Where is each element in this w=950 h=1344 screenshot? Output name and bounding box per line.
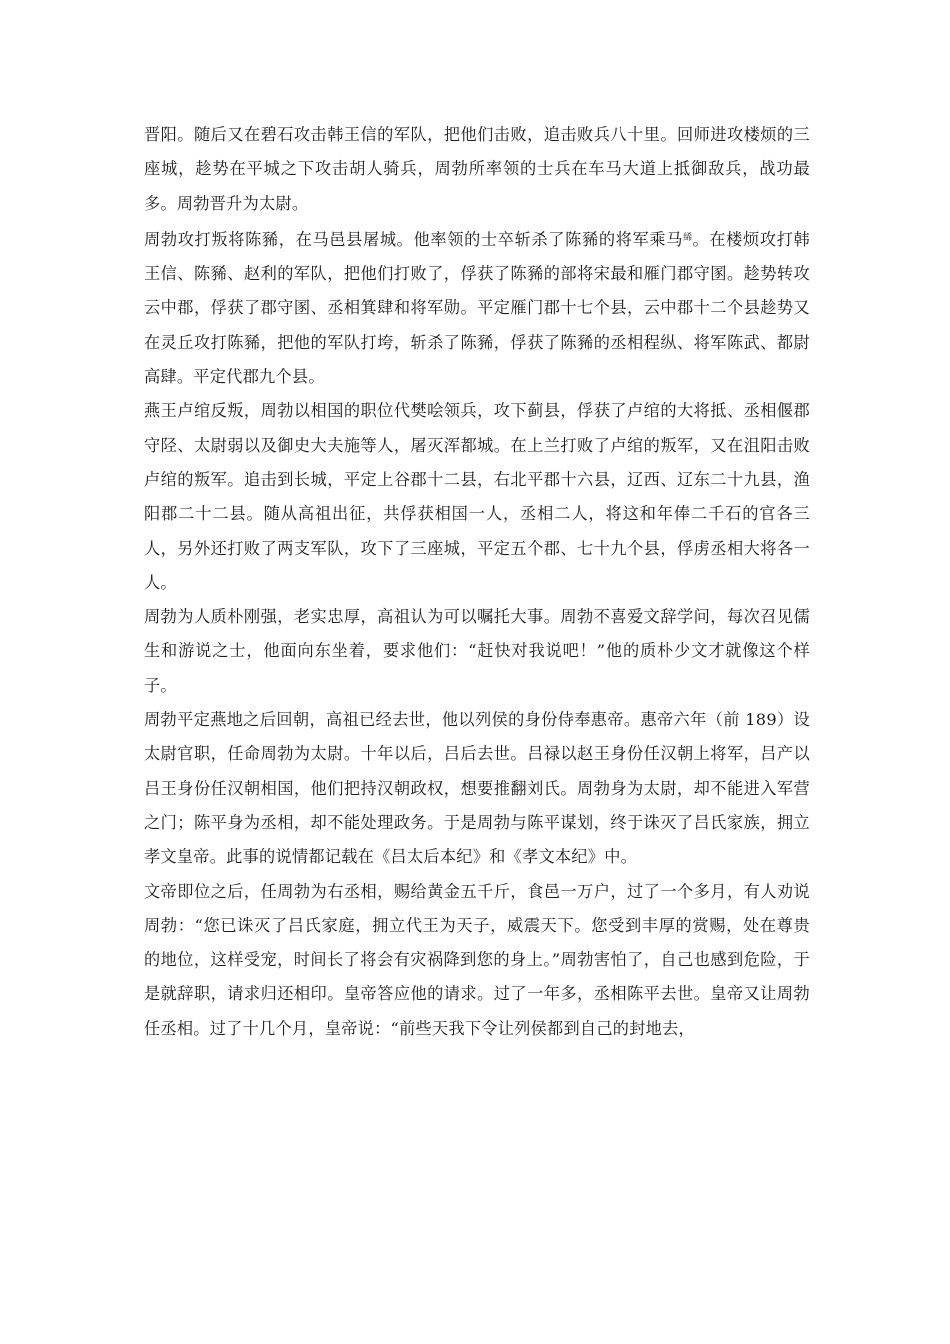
paragraph-text: 燕王卢绾反叛，周勃以相国的职位代樊哙领兵，攻下蓟县，俘获了卢绾的大将抵、丞相偃郡守陉、太尉弱以及御史大夫施等人，屠灭浑都城。在上兰打败了卢绾的叛军，又在沮阳击败卢绾的叛军。追击到长城，平定上谷郡十二县，右北平郡十六县，辽西、辽东二十九县，渔阳郡二十二县。随从高祖出征，共俘获相国一人，丞相二人，将这和年俸二千石的官各三人，另外还打败了两支军队，攻下了三座城，平定五个郡、七十九个县，俘虏丞相大将各一人。 [144,401,810,592]
paragraph-1 [144,118,810,221]
paragraph-text: 。在楼烦攻打韩王信、陈豨、赵利的军队，把他们打败了，俘获了陈豨的部将宋最和雁门郡守圂。趁势转攻云中郡，俘获了郡守圂、丞相箕肆和将军勋。平定雁门郡十七个县，云中郡十二个县趁势又在灵丘攻打陈豨，把他的军队打垮，斩杀了陈豨，俘获了陈豨的丞相程纵、将军陈武、都尉高肆。平定代郡九个县。 [144,229,810,387]
document-page [144,118,810,1046]
paragraph-text: 文帝即位之后，任周勃为右丞相，赐给黄金五千斤，食邑一万户，过了一个多月，有人劝说周勃：“您已诛灭了吕氏家庭，拥立代王为天子，威震天下。您受到丰厚的赏赐，处在尊贵的地位，这样受宠，时间长了将会有灾祸降到您的身上。”周勃害怕了，自己也感到危险，于是就辞职，请求归还相印。皇帝答应他的请求。过了一年多，丞相陈平去世。皇帝又让周勃任丞相。过了十几个月，皇帝说：“前些天我下令让列侯都到自己的封地去， [144,881,810,1038]
paragraph-3 [144,394,810,600]
paragraph-text: 周勃为人质朴刚强，老实忠厚，高祖认为可以嘱托大事。周勃不喜爱文辞学问，每次召见儒生和游说之士，他面向东坐着，要求他们：“赶快对我说吧！”他的质朴少文才就像这个样子。 [144,607,810,695]
rare-character: 絺 [683,232,693,243]
paragraph-text: 周勃攻打叛将陈豨，在马邑县屠城。他率领的士卒斩杀了陈豨的将军乘马 [144,229,684,249]
paragraph-2 [144,221,810,394]
paragraph-4 [144,600,810,703]
paragraph-6 [144,875,810,1046]
paragraph-5 [144,703,810,874]
paragraph-text: 晋阳。随后又在碧石攻击韩王信的军队，把他们击败，追击败兵八十里。回师进攻楼烦的三座城，趁势在平城之下攻击胡人骑兵，周勃所率领的士兵在车马大道上抵御敌兵，战功最多。周勃晋升为太尉。 [144,125,810,213]
paragraph-text: 周勃平定燕地之后回朝，高祖已经去世，他以列侯的身份侍奉惠帝。惠帝六年（前 189）设太尉官职，任命周勃为太尉。十年以后，吕后去世。吕禄以赵王身份任汉朝上将军，吕产以吕王身份任汉朝相国，他们把持汉朝政权，想要推翻刘氏。周勃身为太尉，却不能进入军营之门；陈平身为丞相，却不能处理政务。于是周勃与陈平谋划，终于诛灭了吕氏家族，拥立孝文皇帝。此事的说情都记载在《吕太后本纪》和《孝文本纪》中。 [144,710,810,867]
